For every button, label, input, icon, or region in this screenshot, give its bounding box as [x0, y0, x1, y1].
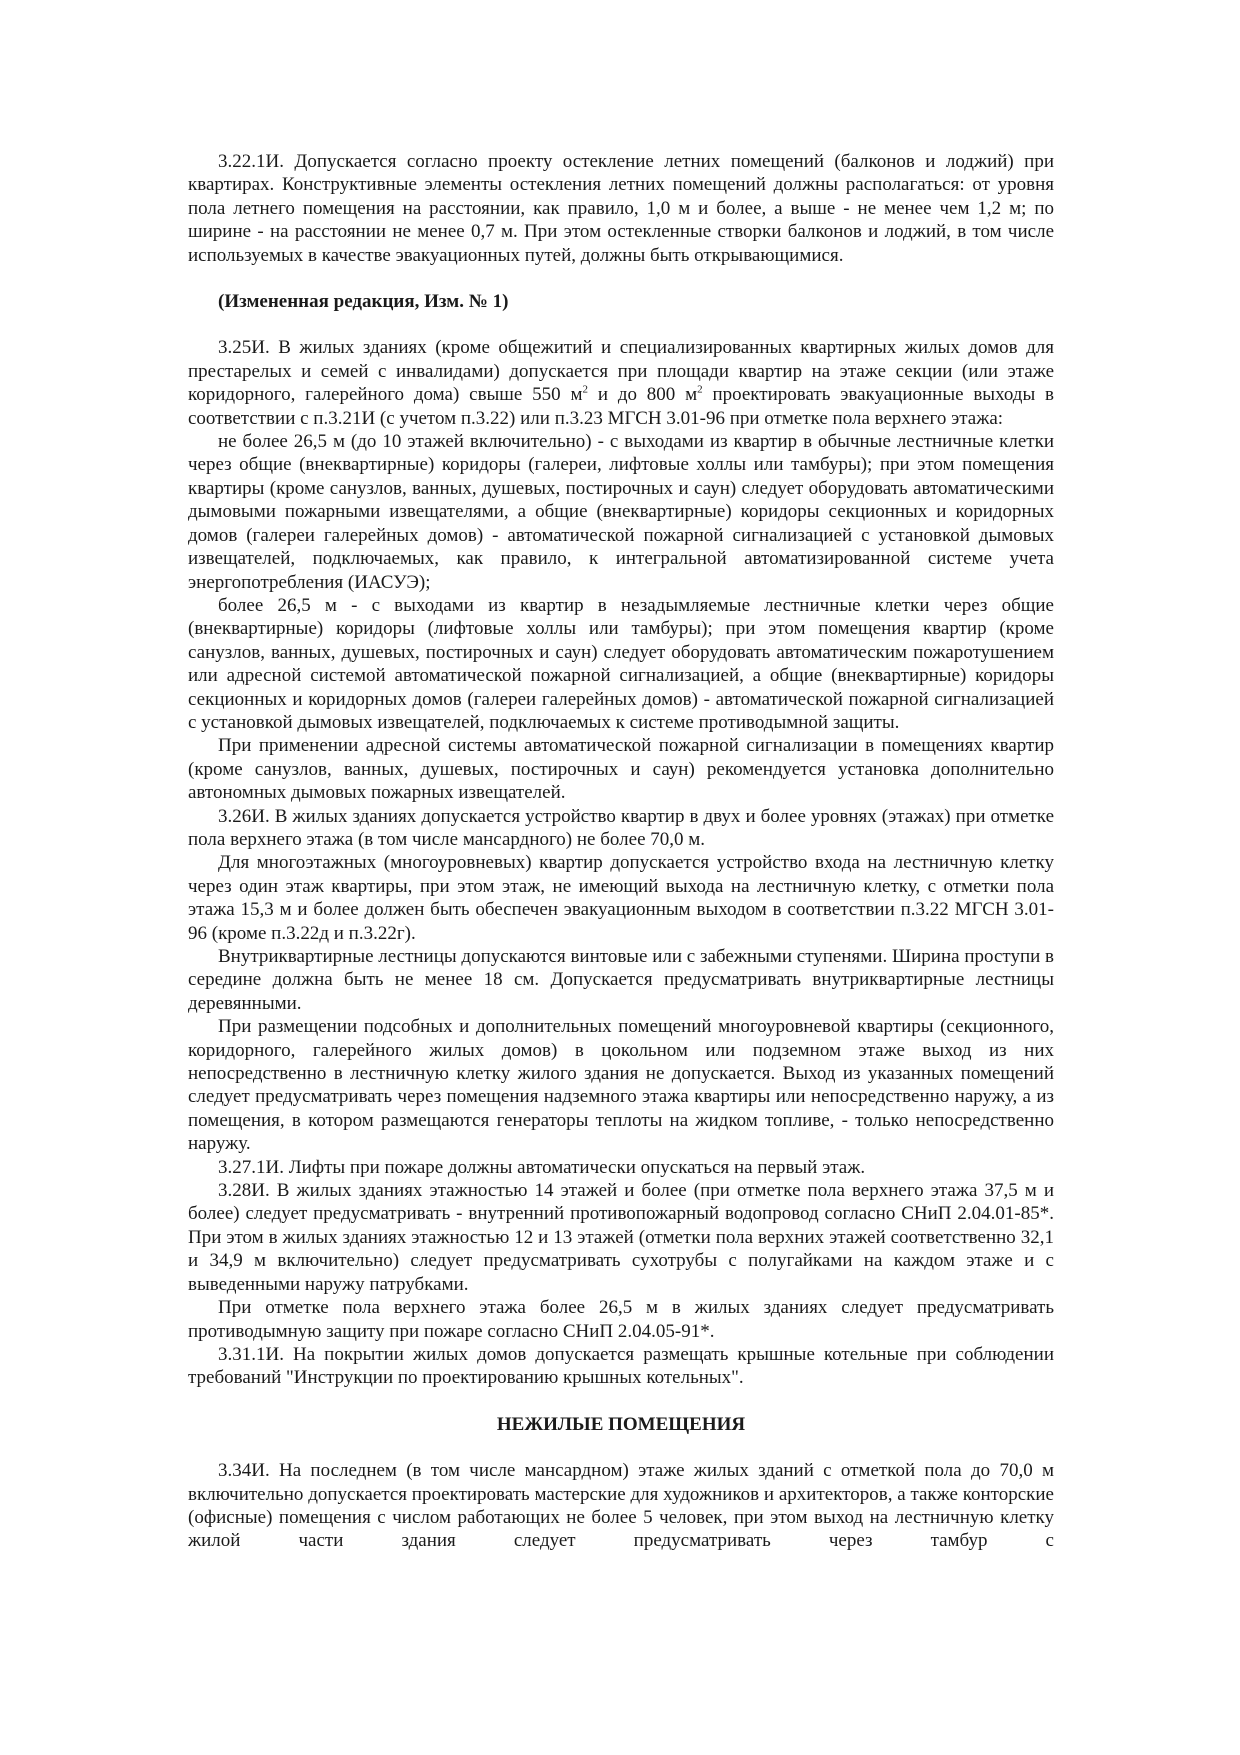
- superscript-2-first: 2: [582, 383, 589, 396]
- amendment-note: (Измененная редакция, Изм. № 1): [218, 291, 509, 313]
- paragraph-3-28: 3.28И. В жилых зданиях этажностью 14 этажей и более (при отметке пола верхнего этажа 37,5 м и более) следует предусматривать - внутренний противопожарный водопровод согласно СНиП 2.04.01-85*. При этом в жилых зданиях этажностью 12 и 13 этажей (отметки пола верхних этажей соответственно 32,1 и 34,9 м включительно) следует предусматривать сухотрубы с полугайками на каждом этаже и с выведенными наружу патрубками.: [188, 1180, 1054, 1295]
- paragraph-auxiliary-rooms: При размещении подсобных и дополнительных помещений многоуровневой квартиры (секционного, коридорного, галерейного жилых домов) в цокольном или подземном этаже выход из них непосредственно в лестничную клетку жилого здания не допускается. Выход из указанных помещений следует предусматривать через помещения надземного этажа квартиры или непосредственно наружу, а из помещения, в котором размещаются генераторы теплоты на жидком топливе, - только непосредственно наружу.: [188, 1016, 1054, 1155]
- paragraph-3-34: 3.34И. На последнем (в том числе мансардном) этаже жилых зданий с отметкой пола до 70,0 м включительно допускается проектировать мастерские для художников и архитекторов, а также конторские (офисные) помещения с числом работающих не более 5 человек, при этом выход на лестничную клетку жилой части здания следует предусматривать через тамбур с: [188, 1460, 1054, 1552]
- paragraph-3-26: 3.26И. В жилых зданиях допускается устройство квартир в двух и более уровнях (этажах) при отметке пола верхнего этажа (в том числе мансардного) не более 70,0 м.: [188, 805, 1054, 850]
- superscript-2-second: 2: [697, 383, 703, 396]
- paragraph-3-22-1: 3.22.1И. Допускается согласно проекту остекление летних помещений (балконов и лоджий) при квартирах. Конструктивные элементы остекления летних помещений должны располагаться: от уровня пола летнего помещения на расстоянии, как правило, 1,0 м и более, а выше - не менее чем 1,2 м; по ширине - на расстоянии не менее 0,7 м. При этом остекленные створки балконов и лоджий, в том числе используемых в качестве эвакуационных путей, должны быть открывающимися.: [188, 151, 1054, 266]
- paragraph-3-25-part-a: 3.25И. В жилых зданиях (кроме общежитий и специализированных квартирных жилых домов для престарелых и семей с инвалидами) допускается при площади квартир на этаже секции (или этаже коридорного, галерейного дома) свыше 550 м: [188, 337, 1054, 406]
- paragraph-internal-stairs: Внутриквартирные лестницы допускаются винтовые или с забежными ступенями. Ширина проступи в середине должна быть не менее 18 см. Допускается предусматривать внутриквартирные лестницы деревянными.: [188, 946, 1054, 1014]
- paragraph-addressable-system: При применении адресной системы автоматической пожарной сигнализации в помещениях квартир (кроме санузлов, ванных, душевых, постирочных и саун) рекомендуется установка дополнительно автономных дымовых пожарных извещателей.: [188, 735, 1054, 804]
- paragraph-smoke-protection: При отметке пола верхнего этажа более 26,5 м в жилых зданиях следует предусматривать противодымную защиту при пожаре согласно СНиП 2.04.05-91*.: [188, 1297, 1054, 1342]
- section-heading: НЕЖИЛЫЕ ПОМЕЩЕНИЯ: [496, 1413, 746, 1435]
- paragraph-3-25-part-b: и до 800 м: [588, 384, 698, 406]
- paragraph-3-25-part-c: проектировать эвакуационные выходы в соответствии с п.3.21И (с учетом п.3.22) или п.3.23 МГСН 3.01-96 при отметке пола верхнего этажа:: [188, 384, 1055, 429]
- paragraph-up-to-26-5: не более 26,5 м (до 10 этажей включительно) - с выходами из квартир в обычные лестничные клетки через общие (внеквартирные) коридоры (галереи, лифтовые холлы или тамбуры); при этом помещения квартиры (кроме санузлов, ванных, душевых, постирочных и саун) следует оборудовать автоматическими дымовыми пожарными извещателями, а общие (внеквартирные) коридоры секционных и коридорных домов (галереи галерейных домов) - автоматической пожарной сигнализацией с установкой дымовых извещателей, подключаемых, как правило, к интегральной автоматизированной системе учета энергопотребления (ИАСУЭ);: [188, 431, 1054, 593]
- paragraph-3-31-1: 3.31.1И. На покрытии жилых домов допускается размещать крышные котельные при соблюдении требований "Инструкции по проектированию крышных котельных".: [188, 1343, 1054, 1389]
- document-page: [188, 150, 1054, 1553]
- paragraph-multilevel-apartments: Для многоэтажных (многоуровневых) квартир допускается устройство входа на лестничную клетку через один этаж квартиры, при этом этаж, не имеющий выхода на лестничную клетку, с отметки пола этажа 15,3 м и более должен быть обеспечен эвакуационным выходом в соответствии п.3.22 МГСН 3.01-96 (кроме п.3.22д и п.3.22г).: [188, 852, 1054, 944]
- paragraph-3-25: [188, 336, 1054, 430]
- paragraph-over-26-5: более 26,5 м - с выходами из квартир в незадымляемые лестничные клетки через общие (внеквартирные) коридоры (лифтовые холлы или тамбуры); при этом помещения квартир (кроме санузлов, ванных, душевых, постирочных и саун) следует оборудовать автоматическим пожаротушением или адресной системой автоматической пожарной сигнализацией, а общие (внеквартирные) коридоры секционных и коридорных домов (галереи галерейных домов) - автоматической пожарной сигнализацией с установкой дымовых извещателей, подключаемых к системе противодымной защиты.: [188, 594, 1054, 733]
- paragraph-3-27-1: 3.27.1И. Лифты при пожаре должны автоматически опускаться на первый этаж.: [218, 1156, 866, 1178]
